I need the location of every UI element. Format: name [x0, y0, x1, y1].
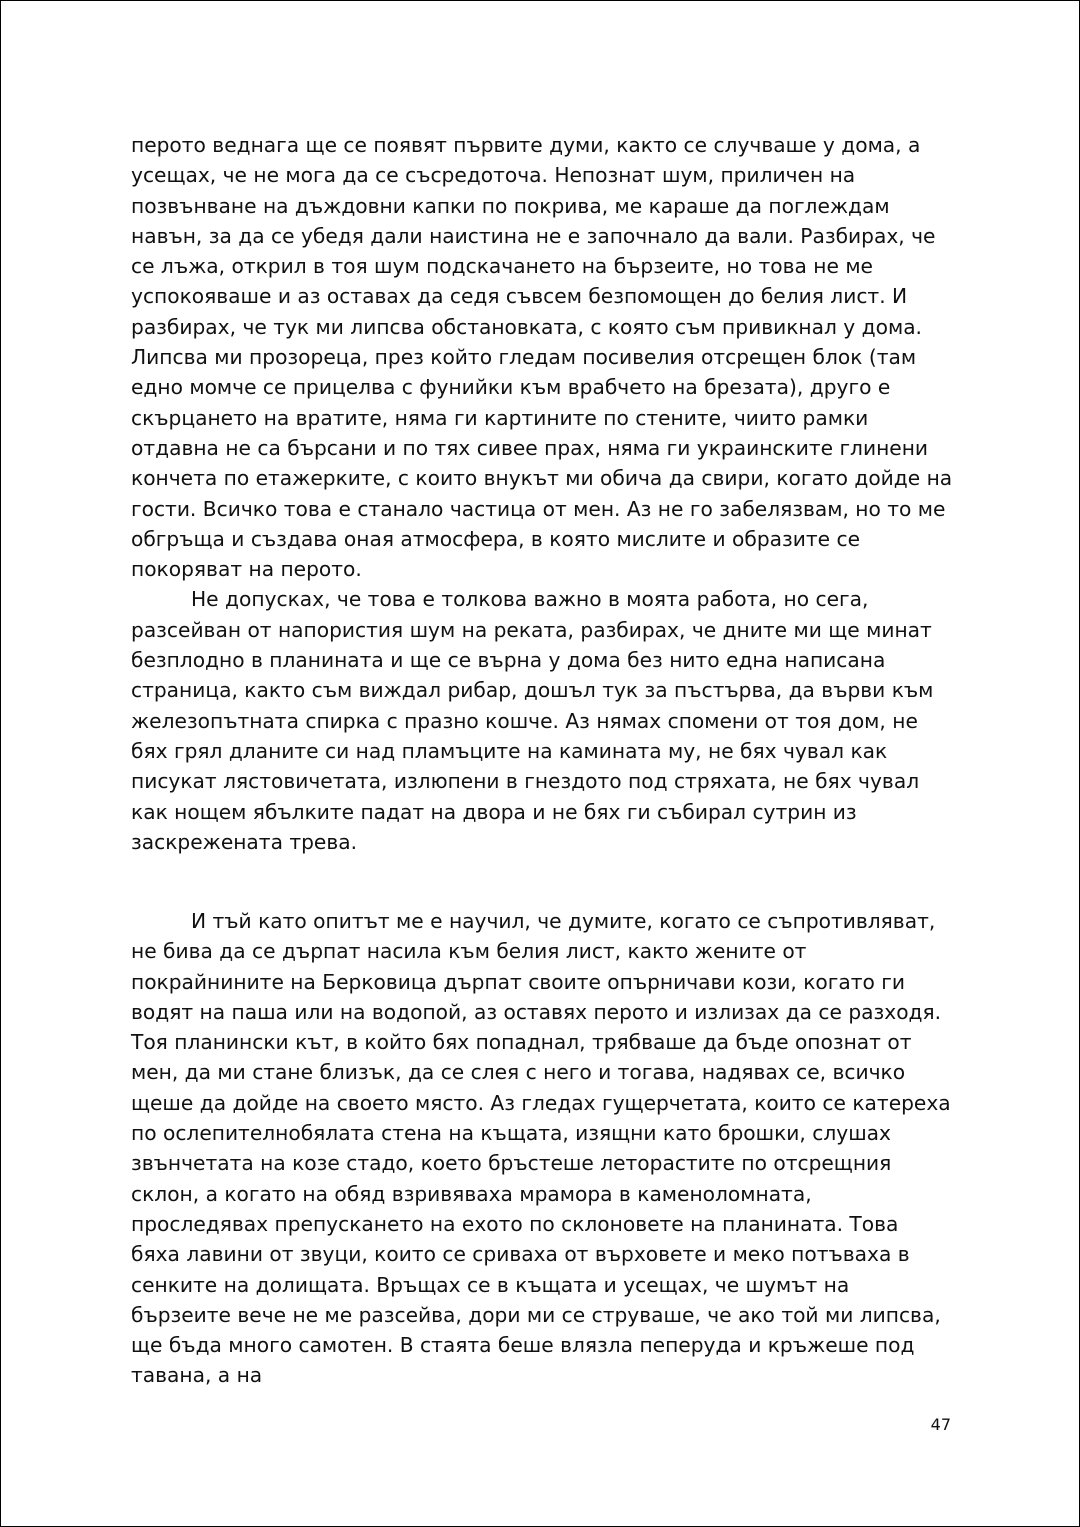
paragraph: Не допусках, че това е толкова важно в моята работа, но сега, разсейван от напористия шум на реката, разбирах, че дните ми ще минат безплодно в планината и ще се върна у дома без нито една написана страница, както съм виждал рибар, дошъл тук за пъстърва, да върви към железопътната спирка с празно кошче. Аз нямах спомени от тоя дом, не бях грял дланите си над пламъците на камината му, не бях чувал как писукат лястовичетата, излюпени в гнездото под стряхата, не бях чувал как нощем ябълките падат на двора и не бях ги събирал сутрин из заскрежената трева.: [131, 587, 934, 854]
text-block-upper: [131, 130, 953, 857]
page-number: 47: [930, 1415, 951, 1434]
paragraph: И тъй като опитът ме е научил, че думите, когато се съпротивляват, не бива да се дърпат насила към белия лист, както жените от покрайнините на Берковица дърпат своите опърничави кози, когато ги водят на паша или на водопой, аз оставях перото и излизах да се разходя. Тоя планински кът, в който бях попаднал, трябваше да бъде опознат от мен, да ми стане близък, да се слея с него и тогава, надявах се, всичко щеше да дойде на своето място. Аз гледах гущерчетата, които се катереха по ослепителнобялата стена на къщата, изящни като брошки, слушах звънчетата на козе стадо, което бръстеше леторастите по отсрещния склон, а когато на обяд взривяваха мрамора в каменоломната, проследявах препускането на ехото по склоновете на планината. Това бяха лавини от звуци, които се сриваха от върховете и меко потъваха в сенките на долищата. Връщах се в къщата и усещах, че шумът на бързеите вече не ме разсейва, дори ми се струваше, че ако той ми липсва, ще бъда много самотен. В стаята беше влязла пеперуда и кръжеше под тавана, а на: [131, 909, 951, 1388]
text-block-lower: [131, 906, 953, 1391]
paragraph-continued: перото веднага ще се появят първите думи, както се случваше у дома, а усещах, че не мога да се съсредоточа. Непознат шум, приличен на позвънване на дъждовни капки по покрива, ме караше да поглеждам навън, за да се убедя дали наистина не е започнало да вали. Разбирах, че се лъжа, открил в тоя шум подскачането на бързеите, но това не ме успокояваше и аз оставах да седя съвсем безпомощен до белия лист. И разбирах, че тук ми липсва обстановката, с която съм привикнал у дома. Липсва ми прозореца, през който гледам посивелия отсрещен блок (там едно момче се прицелва с фунийки към врабчето на брезата), друго е скърцането на вратите, няма ги картините по стените, чиито рамки отдавна не са бърсани и по тях сивее прах, няма ги украинските глинени кончета по етажерките, с които внукът ми обича да свири, когато дойде на гости. Всичко това е станало частица от мен. Аз не го забелязвам, но то ме обгръща и създава оная атмосфера, в която мислите и образите се покоряват на перото.: [131, 133, 953, 582]
